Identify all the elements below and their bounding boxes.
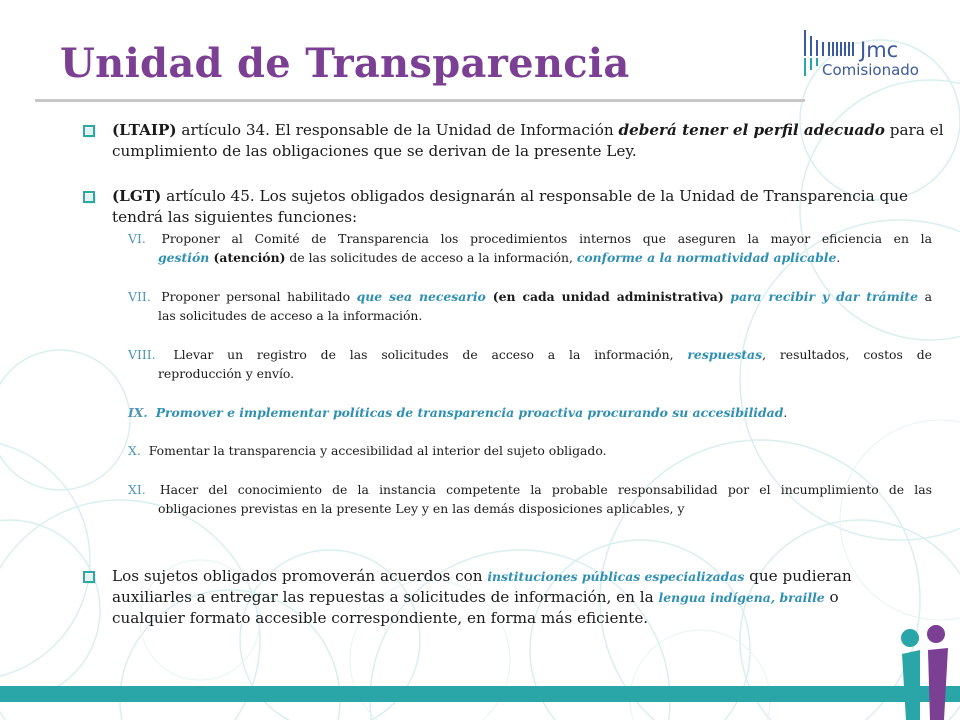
highlight-text: respuestas: [687, 347, 763, 362]
ref-lgt: (LGT): [112, 187, 162, 205]
item-text: .: [783, 405, 788, 420]
bullet-lgt: [83, 186, 954, 228]
item-text: las solicitudes de acceso a la información.: [158, 308, 423, 323]
bold-text: (atención): [209, 250, 286, 265]
highlight-text: gestión: [158, 250, 210, 265]
bold-text: (en cada unidad administrativa): [485, 289, 724, 304]
item-number: IX.: [128, 405, 148, 420]
item-number: VI.: [128, 231, 146, 246]
logo-name: Jmc: [860, 38, 899, 62]
item-number: VIII.: [128, 347, 156, 362]
highlight-text: lengua indígena, braille: [658, 590, 825, 605]
bullet-acuerdos: [83, 566, 912, 629]
text: que pudieran auxiliarles a entregar las repuestas a solicitudes de información, en la: [112, 567, 852, 606]
square-bullet-icon: [83, 125, 95, 137]
item-text: Hacer del conocimiento de la instancia competente la probable responsabilidad por el incumplimiento de las: [159, 482, 932, 497]
square-bullet-icon: [83, 571, 95, 583]
text: para el cumplimiento de las obligaciones que se derivan de la presente Ley.: [112, 121, 944, 160]
ii-brand-icon: [898, 620, 958, 720]
highlight-text: conforme a la normatividad aplicable: [576, 250, 837, 265]
square-bullet-icon: [83, 191, 95, 203]
list-item-xi: [128, 480, 932, 518]
item-text: reproducción y envío.: [158, 366, 295, 381]
text: artículo 45. Los sujetos obligados designarán al responsable de la Unidad de Transparencia que tendrá las siguientes funciones:: [112, 187, 909, 226]
item-number: XI.: [128, 482, 146, 497]
text: artículo 34. El responsable de la Unidad de Información: [176, 121, 619, 139]
emphasis: deberá tener el perfil adecuado: [618, 121, 885, 139]
item-text: Proponer al Comité de Transparencia los procedimientos internos que aseguren la mayor eficiencia en la: [161, 231, 932, 246]
bullet-ltaip: [83, 120, 954, 162]
list-item-x: [128, 441, 932, 460]
item-text: Llevar un registro de las solicitudes de acceso a la información,: [173, 347, 688, 362]
slide-title: Unidad de Transparencia: [60, 40, 630, 87]
ref-ltaip: (LTAIP): [112, 121, 177, 139]
item-number: VII.: [128, 289, 151, 304]
item-text: Proponer personal habilitado: [161, 289, 357, 304]
text: o cualquier formato accesible correspondiente, en forma más eficiente.: [112, 588, 839, 627]
item-text: obligaciones previstas en la presente Ley y en las demás disposiciones aplicables, y: [158, 501, 685, 516]
highlight-text: Promover e implementar políticas de transparencia proactiva procurando su accesibilidad: [155, 405, 784, 420]
list-item-ix: [128, 403, 932, 422]
highlight-text: para recibir y dar trámite: [730, 289, 919, 304]
logo-subtitle: Comisionado: [822, 61, 919, 79]
text: Los sujetos obligados promoverán acuerdos con: [112, 567, 488, 585]
item-text: Fomentar la transparencia y accesibilidad al interior del sujeto obligado.: [148, 443, 607, 458]
list-item-vii: [128, 287, 932, 325]
list-item-viii: [128, 345, 932, 383]
item-number: X.: [128, 443, 141, 458]
item-text: , resultados, costos de: [762, 347, 932, 362]
item-text: .: [836, 250, 841, 265]
item-text: de las solicitudes de acceso a la información,: [285, 250, 577, 265]
list-item-vi: [128, 229, 932, 267]
highlight-text: instituciones públicas especializadas: [487, 569, 745, 584]
footer-bar: [0, 686, 960, 702]
title-divider: [35, 99, 805, 102]
jmc-logo: [800, 28, 950, 84]
highlight-text: que sea necesario: [356, 289, 486, 304]
item-text: a: [918, 289, 932, 304]
